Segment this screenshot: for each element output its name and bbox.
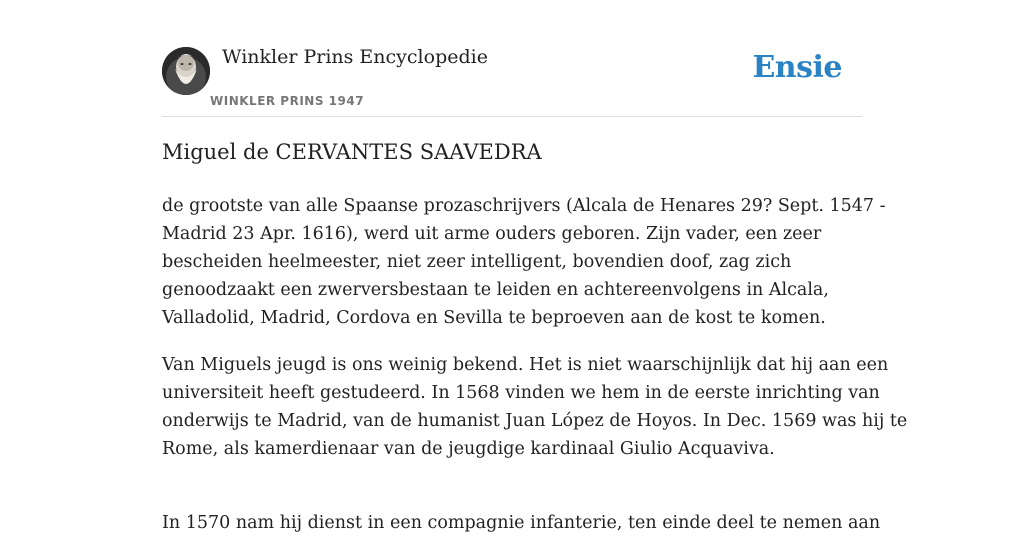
text-line: Madrid 23 Apr. 1616), werd uit arme ouders geboren. Zijn vader, een zeer	[162, 224, 822, 244]
text-line: Valladolid, Madrid, Cordova en Sevilla te beproeven aan de kost te komen.	[162, 308, 826, 328]
source-subtitle: WINKLER PRINS 1947	[210, 94, 365, 108]
article-title: Miguel de CERVANTES SAAVEDRA	[162, 140, 542, 164]
source-avatar[interactable]	[162, 47, 210, 95]
text-line: Van Miguels jeugd is ons weinig bekend. Het is niet waarschijnlijk dat hij aan een	[162, 355, 889, 375]
site-header	[162, 0, 862, 117]
brand-logo-link[interactable]: Ensie	[752, 50, 842, 85]
paragraph	[162, 509, 881, 537]
text-line: genoodzaakt een zwerversbestaan te leiden en achtereenvolgens in Alcala,	[162, 280, 829, 300]
paragraph	[162, 192, 886, 332]
text-line: Rome, als kamerdienaar van de jeugdige kardinaal Giulio Acquaviva.	[162, 439, 775, 459]
text-line: In 1570 nam hij dienst in een compagnie infanterie, ten einde deel te nemen aan	[162, 513, 881, 533]
text-line: universiteit heeft gestudeerd. In 1568 vinden we hem in de eerste inrichting van	[162, 383, 880, 403]
text-line: onderwijs te Madrid, van de humanist Juan López de Hoyos. In Dec. 1569 was hij te	[162, 411, 908, 431]
source-title[interactable]: Winkler Prins Encyclopedie	[222, 46, 488, 68]
paragraph-gap	[162, 482, 862, 509]
text-line: bescheiden heelmeester, niet zeer intelligent, bovendien doof, zag zich	[162, 252, 792, 272]
text-line: de grootste van alle Spaanse prozaschrijvers (Alcala de Henares 29? Sept. 1547 -	[162, 196, 886, 216]
bearded-man-portrait-icon	[162, 47, 210, 95]
paragraph	[162, 351, 908, 463]
article-body	[162, 192, 908, 556]
